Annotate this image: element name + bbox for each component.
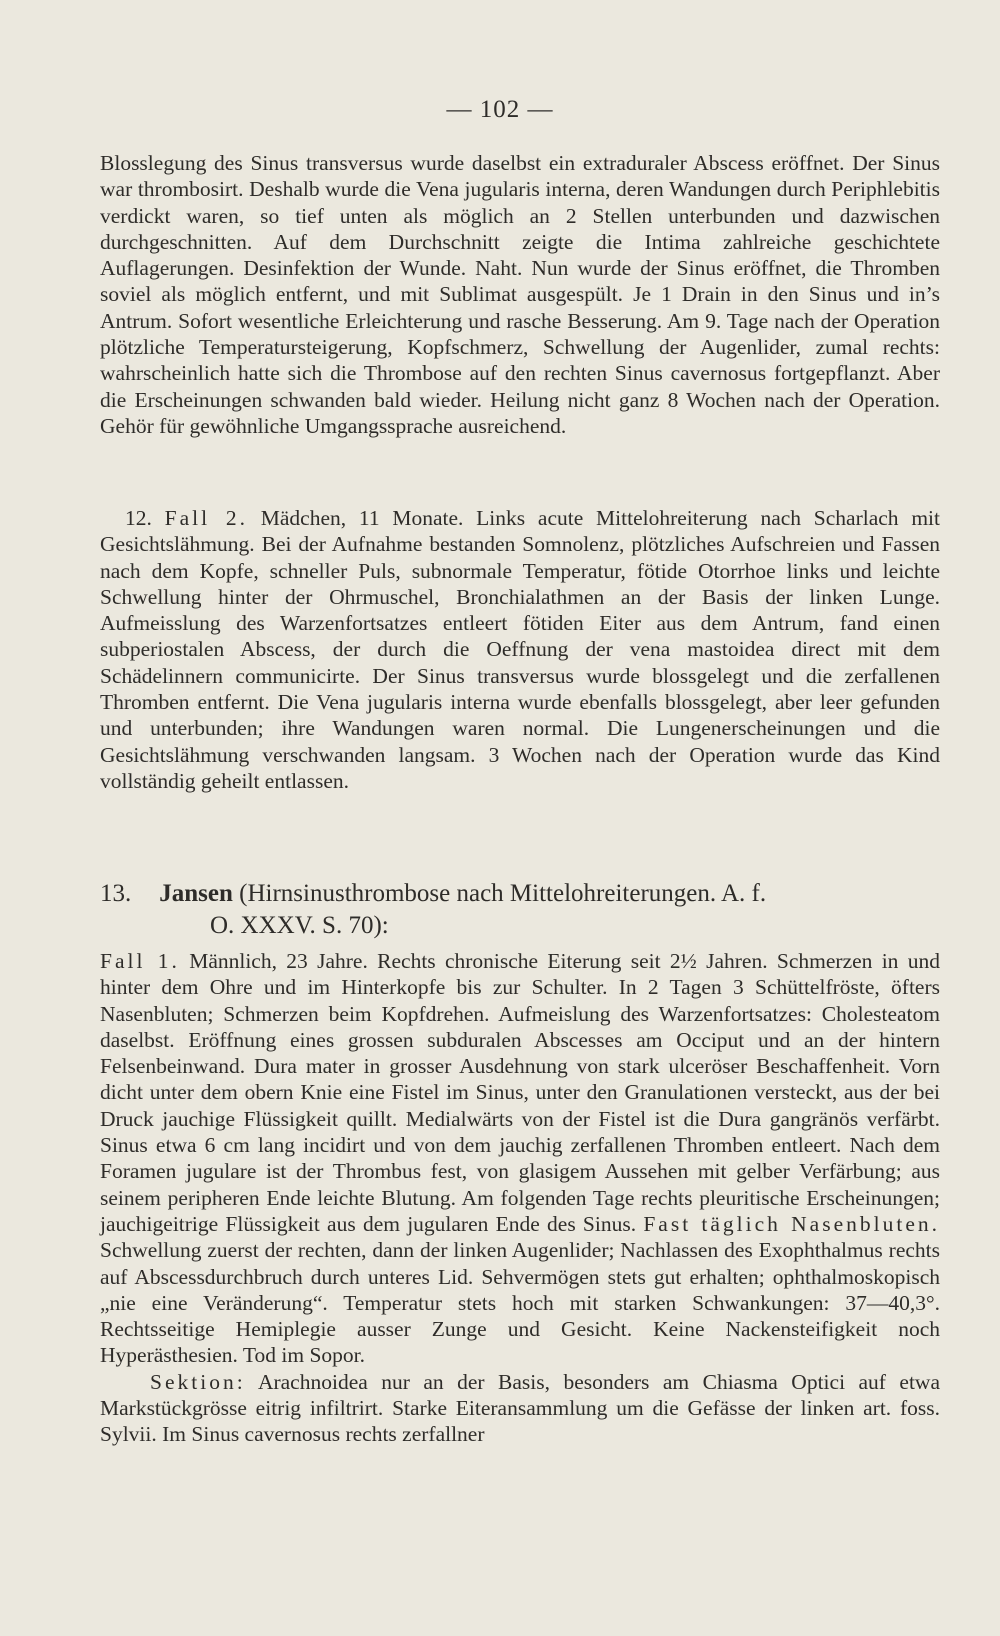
paragraph-text: Blosslegung des Sinus transversus wurde daselbst ein extraduraler Abscess eröffnet. Der Sinus war thrombosirt. Deshalb wurde die Vena jugularis interna, deren Wandungen durch Periphlebitis verdickt waren, so tief unten als möglich an 2 Stellen unterbunden und dazwischen durchgeschnitten. Auf dem Durchschnitt zeigte die Intima zahlreiche geschichtete Auflagerungen. Desinfektion der Wunde. Naht. Nun wurde der Sinus eröffnet, die Thromben soviel als möglich entfernt, und mit Sublimat ausgespült. Je 1 Drain in den Sinus und in’s Antrum. Sofort wesentliche Erleichterung und rasche Besserung. Am 9. Tage nach der Operation plötzliche Temperatursteigerung, Kopfschmerz, Schwellung der Augenlider, zumal rechts: wahrscheinlich hatte sich die Thrombose auf den rechten Sinus cavernosus fortgepflanzt. Aber die Erscheinungen schwanden bald wieder. Heilung nicht ganz 8 Wochen nach der Operation. Gehör für gewöhnliche Umgangssprache ausreichend. [100, 151, 940, 438]
continued-case-paragraph [100, 150, 940, 439]
page-number: — 102 — [446, 96, 554, 123]
case-title-line-1: (Hirnsinusthrombose nach Mittelohreiterungen. A. f. [239, 880, 767, 907]
case-number: 12. [125, 506, 152, 530]
case-text: Mädchen, 11 Monate. Links acute Mittelohreiterung nach Scharlach mit Gesichtslähmung. Bei der Aufnahme bestanden Somnolenz, plötzliches Aufschreien und Fassen nach dem Kopfe, schneller Puls, subnormale Temperatur, fötide Otorrhoe links und leichte Schwellung hinter der Ohrmuschel, Bronchialathmen an der Basis der linken Lunge. Aufmeisslung des Warzenfortsatzes entleert fötiden Eiter aus dem Antrum, fand einen subperiostalen Abscess, der durch die Oeffnung der vena mastoidea direct mit dem Schädelinnern communicirte. Der Sinus transversus wurde blossgelegt und die zerfallenen Thromben entfernt. Die Vena jugularis interna wurde ebenfalls blossgelegt, aber leer gefunden und unterbunden; ihre Wandungen waren normal. Die Lungenerscheinungen und die Gesichtslähmung verschwanden langsam. 3 Wochen nach der Operation wurde das Kind vollständig geheilt entlassen. [100, 506, 940, 793]
case-title-line-2: O. XXXV. S. 70): [210, 912, 389, 939]
case-text-continued: Schwellung zuerst der rechten, dann der linken Augenlider; Nachlassen des Exophthalmus rechts auf Abscessdurchbruch durch unteres Lid. Sehvermögen stets gut erhalten; ophthalmoskopisch „nie eine Veränderung“. Temperatur stets hoch mit starken Schwankungen: 37—40,3°. Rechtsseitige Hemiplegie ausser Zunge und Gesicht. Keine Nackensteifigkeit noch Hyperästhesien. Tod im Sopor. [100, 1238, 940, 1368]
case-13-heading [100, 878, 940, 942]
sektion-label: Sektion: [150, 1369, 246, 1394]
case-label: Fall 1. [100, 949, 180, 973]
case-text: Männlich, 23 Jahre. Rechts chronische Eiterung seit 2½ Jahren. Schmerzen in und hinter dem Ohre und im Hinterkopfe bis zur Schulter. In 2 Tagen 3 Schüttelfröste, öfters Nasenbluten; Schmerzen beim Kopfdrehen. Aufmeislung des Warzenfortsatzes: Cholesteatom daselbst. Eröffnung eines grossen subduralen Abscesses am Occiput und an der hintern Felsenbeinwand. Dura mater in grosser Ausdehnung von stark ulceröser Beschaffenheit. Vorn dicht unter dem obern Knie eine Fistel im Sinus, unter den Granulationen versteckt, aus der bei Druck jauchige Flüssigkeit quillt. Medialwärts von der Fistel ist die Dura gangränös verfärbt. Sinus etwa 6 cm lang incidirt und von dem jauchig zerfallenen Thromben entleert. Nach dem Foramen jugulare ist der Thrombus fest, von glasigem Aussehen mit gelber Verfärbung; aus seinem peripheren Ende leichte Blutung. Am folgenden Tage rechts pleuritische Erscheinungen; jauchigeitrige Flüssigkeit aus dem jugularen Ende des Sinus. [100, 949, 940, 1236]
case-author: Jansen [159, 880, 233, 907]
sektion-text: Arachnoidea nur an der Basis, besonders am Chiasma Optici auf etwa Markstückgrösse eitrig infiltrirt. Starke Eiteransammlung um die Gefässe der linken art. foss. Sylvii. Im Sinus cavernosus rechts zerfallner [100, 1369, 940, 1447]
case-label: Fall 2. [164, 506, 248, 530]
case-number: 13. [100, 880, 132, 907]
case-13-paragraph [100, 948, 940, 1448]
emphasized-text: Fast täglich Nasenbluten. [643, 1211, 940, 1236]
case-12-paragraph [100, 505, 940, 794]
